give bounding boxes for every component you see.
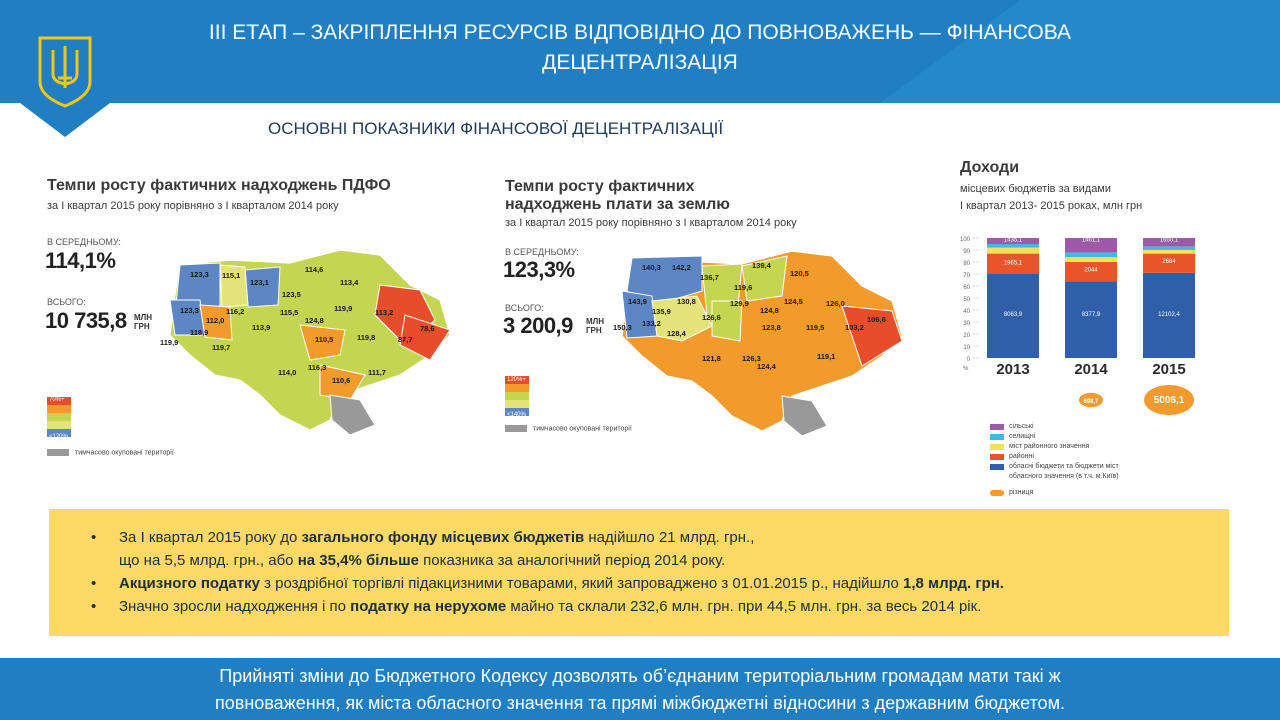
map1-region: 113,9: [252, 323, 271, 332]
slide-title: [150, 18, 1130, 78]
map1-region: 123,5: [282, 290, 301, 299]
map1-legend-bottom: <120%: [49, 434, 68, 440]
map1-region: 118,9: [190, 328, 209, 337]
map1-subtitle: за І квартал 2015 року порівняно з І кварталом 2014 року: [47, 200, 339, 212]
occupied-swatch: [505, 425, 527, 432]
map2-region: 126,6: [702, 313, 721, 322]
map1-avg-label: В СЕРЕДНЬОМУ:: [47, 237, 121, 247]
chart-y-tick: 20: [963, 333, 970, 339]
map1-region: 124,8: [305, 316, 324, 325]
chart-legend-item: [990, 488, 1149, 498]
chart-subtitle-line2: І квартал 2013- 2015 роках, млн грн: [960, 200, 1143, 212]
chart-bar-segment: [1065, 281, 1117, 358]
chart-bar-segment: [1143, 250, 1195, 254]
chart-legend-item: [990, 422, 1149, 432]
map2-region: 126,0: [826, 299, 845, 308]
map1-region: 110,5: [315, 335, 334, 344]
chart-bar-segment: [987, 248, 1039, 254]
map2-title-line1: Темпи росту фактичних: [505, 178, 695, 195]
chart-legend-swatch: [990, 444, 1004, 450]
map1-region: 119,9: [160, 338, 179, 347]
map1-region: 113,2: [375, 308, 394, 317]
chart-legend-item: [990, 432, 1149, 442]
chart-legend-label: селищні: [1009, 433, 1036, 440]
map2-region: 130,8: [677, 297, 696, 306]
chart-y-tick: 60: [963, 285, 970, 291]
map1-region: 87,7: [398, 335, 413, 344]
chart-legend-label: районні: [1009, 453, 1034, 460]
header-banner: [0, 0, 1280, 103]
footer-line1: Прийняті зміни до Бюджетного Кодексу дозволять об’єднаним територіальним громадам мати такі ж: [219, 666, 1061, 686]
map1-unit-line1: МЛН: [134, 313, 153, 322]
key-findings-box: [49, 509, 1229, 636]
map1-region: 114,0: [278, 368, 297, 377]
bullet1-text-c: що на 5,5 млрд. грн., або: [119, 552, 298, 569]
chart-data-label: 2044: [1084, 267, 1098, 274]
chart-y-tick: 40: [963, 309, 970, 315]
chart-legend-swatch: [990, 454, 1004, 460]
chart-bar-segment: [1143, 246, 1195, 250]
map1-region: 78,6: [420, 324, 435, 333]
footer-line2: повноваження, як міста обласного значення та прямі міжбюджетні відносини з державним бюджетом.: [215, 693, 1065, 713]
map2-occupied-legend: [505, 425, 632, 432]
chart-category-label: 2013: [996, 361, 1030, 378]
chart-y-tick: 70: [963, 273, 970, 279]
chart-y-tick: 30: [963, 321, 970, 327]
map1-region: 123,3: [190, 270, 209, 279]
map2-region: 143,9: [628, 297, 647, 306]
map2-region: 136,7: [700, 273, 719, 282]
map2-region: 140,3: [642, 263, 661, 272]
map1-total-unit: [134, 313, 152, 331]
chart-y-tick: 90: [963, 249, 970, 255]
map1-region: 114,6: [305, 265, 324, 274]
chart-data-label: 1650,1: [1159, 237, 1179, 244]
bullet-general-fund: [119, 526, 1199, 572]
chart-category-label: 2014: [1074, 361, 1108, 378]
map1-occupied-legend: [47, 449, 174, 456]
map2-avg-label: В СЕРЕДНЬОМУ:: [505, 247, 579, 257]
map2-region: 124,8: [760, 306, 779, 315]
map2-unit-line2: ГРН: [586, 326, 602, 335]
occupied-swatch: [47, 449, 69, 456]
chart-data-label: 8063,9: [1003, 312, 1023, 318]
map2-unit-line1: МЛН: [586, 317, 605, 326]
map2-region: 119,6: [734, 283, 753, 292]
map1-region: 119,8: [357, 333, 376, 342]
footer-banner: [0, 658, 1280, 720]
map2-title-line2: надходжень плати за землю: [505, 196, 730, 213]
map2-region: 124,4: [757, 362, 776, 371]
chart-difference-label: 698,7: [1083, 399, 1099, 405]
map2-region: 129,9: [730, 299, 749, 308]
chart-legend-item: [990, 462, 1149, 482]
coat-of-arms-icon: [20, 0, 110, 137]
map1-region: 113,4: [340, 278, 359, 287]
chart-legend-label: обласні бюджети та бюджети міст обласного значення (в т.ч. м.Київ): [1009, 463, 1119, 480]
bullet-excise-tax: [119, 572, 1199, 595]
chart-title: Доходи: [960, 159, 1020, 176]
bullet1-bold-a: загального фонду місцевих бюджетів: [301, 529, 585, 546]
map1-avg-value: 114,1%: [45, 248, 116, 273]
bullet2-bold-b: 1,8 млрд. грн.: [903, 575, 1004, 592]
map1-region: 115,5: [280, 308, 299, 317]
map2-region: 150,3: [613, 323, 632, 332]
chart-legend-swatch: [990, 464, 1004, 470]
income-stacked-chart: [955, 228, 1215, 418]
map2-total-unit: [586, 317, 604, 335]
chart-legend-item: [990, 452, 1149, 462]
bullet1-bold-b: на 35,4% більше: [297, 552, 419, 569]
chart-data-label: 1461,1: [1081, 237, 1101, 244]
map2-total-value: 3 200,9: [503, 313, 573, 338]
chart-y-tick: 100: [959, 237, 970, 243]
map1-region: 119,9: [334, 304, 353, 313]
chart-legend-label: міст районного значення: [1009, 443, 1090, 450]
map1-title: Темпи росту фактичних надходжень ПДФО: [47, 177, 391, 194]
chart-bar-segment: [987, 244, 1039, 248]
map2-region: 119,5: [806, 323, 825, 332]
chart-subtitle-line1: місцевих бюджетів за видами: [960, 183, 1112, 195]
map2-region: 124,5: [784, 297, 803, 306]
chart-legend-swatch: [990, 434, 1004, 440]
map1-region: 111,7: [368, 368, 386, 377]
chart-y-tick: 10: [963, 345, 970, 351]
map1-occupied-label: тимчасово окуповані території: [75, 449, 174, 457]
map2-region: 121,8: [702, 354, 721, 363]
map2-total-label: ВСЬОГО:: [505, 303, 544, 313]
bullet2-text: з роздрібної торгівлі підакцизними товарами, який запроваджено з 01.01.2015 р., надійшло: [259, 575, 904, 592]
map1-total-value: 10 735,8: [45, 308, 127, 333]
map1-region: 112,0: [206, 316, 225, 325]
map2-region: 119,1: [817, 352, 836, 361]
slide-title-line1: ІІІ ЕТАП – ЗАКРІПЛЕННЯ РЕСУРСІВ ВІДПОВІДНО ДО ПОВНОВАЖЕНЬ — ФІНАНСОВА: [208, 21, 1072, 44]
map1-total-label: ВСЬОГО:: [47, 297, 86, 307]
map2-occupied-label: тимчасово окуповані території: [533, 425, 632, 433]
map1-region: 115,1: [222, 271, 241, 280]
map1-unit-line2: ГРН: [134, 322, 150, 331]
bullet3-text-a: Значно зросли надходження і по: [119, 598, 351, 615]
chart-data-label: 1435,1: [1003, 237, 1023, 244]
chart-bar-segment: [1065, 257, 1117, 262]
bullet1-text-d: показника за аналогічний період 2014 року.: [419, 552, 726, 569]
map1-region: 119,7: [212, 343, 231, 352]
map2-region: 123,8: [762, 323, 781, 332]
map2-ukraine-map: [612, 246, 912, 446]
chart-difference-label: 5006,1: [1153, 395, 1185, 406]
map2-region: 133,2: [642, 319, 661, 328]
chart-legend-item: [990, 442, 1149, 452]
map2-region: 120,5: [790, 269, 809, 278]
chart-y-tick: 80: [963, 261, 970, 267]
map1-region: 110,6: [332, 376, 351, 385]
bullet1-text-b: надійшло 21 млрд. грн.,: [584, 529, 755, 546]
slide-title-line2: ДЕЦЕНТРАЛІЗАЦІЯ: [542, 51, 738, 74]
map2-avg-value: 123,3%: [503, 257, 575, 282]
bullet1-text-a: За І квартал 2015 року до: [119, 529, 302, 546]
chart-legend: [990, 422, 1149, 498]
bullet-property-tax: [119, 595, 1199, 618]
map2-region: 128,4: [667, 329, 686, 338]
map1-ukraine-map: [160, 245, 460, 445]
chart-legend-label: різниця: [1009, 489, 1034, 496]
chart-bar-segment: [1065, 252, 1117, 257]
map1-region: 116,3: [308, 363, 327, 372]
chart-data-label: 1965,1: [1003, 260, 1023, 267]
map2-region: 135,9: [652, 307, 671, 316]
map2-region: 142,2: [672, 263, 691, 272]
map2-region: 106,6: [867, 315, 886, 324]
bullet3-text-b: майно та склали 232,6 млн. грн. при 44,5 млн. грн. за весь 2014 рік.: [506, 598, 982, 615]
map2-legend-top: 120%+: [507, 377, 526, 383]
map1-legend-top: 70%+: [49, 397, 65, 403]
chart-y-tick: 0: [966, 357, 970, 363]
chart-legend-label: сільські: [1009, 423, 1034, 430]
section-subtitle: ОСНОВНІ ПОКАЗНИКИ ФІНАНСОВОЇ ДЕЦЕНТРАЛІЗАЦІЇ: [268, 119, 724, 138]
chart-y-tick: 50: [963, 297, 970, 303]
map2-region: 103,2: [845, 323, 864, 332]
chart-category-label: 2015: [1152, 361, 1186, 378]
chart-y-label: %: [963, 366, 969, 372]
chart-data-label: 2684: [1162, 259, 1176, 266]
chart-legend-swatch: [990, 424, 1004, 430]
map1-color-scale: [47, 397, 71, 437]
map1-region: 116,2: [226, 307, 245, 316]
map1-region: 123,1: [250, 278, 269, 287]
map2-title: [505, 178, 730, 214]
map2-region: 126,3: [742, 354, 761, 363]
map2-legend-bottom: <140%: [507, 412, 526, 418]
chart-legend-swatch: [990, 490, 1004, 496]
bullet2-bold-a: Акцизного податку: [119, 575, 260, 592]
map1-region: 123,3: [180, 306, 199, 315]
map2-subtitle: за І квартал 2015 року порівняно з І кварталом 2014 року: [505, 217, 797, 229]
map2-region: 139,4: [752, 261, 771, 270]
chart-data-label: 12102,4: [1158, 312, 1180, 318]
chart-subtitle: [960, 181, 1142, 215]
chart-data-label: 8377,9: [1081, 312, 1101, 318]
bullet3-bold: податку на нерухоме: [350, 598, 507, 615]
